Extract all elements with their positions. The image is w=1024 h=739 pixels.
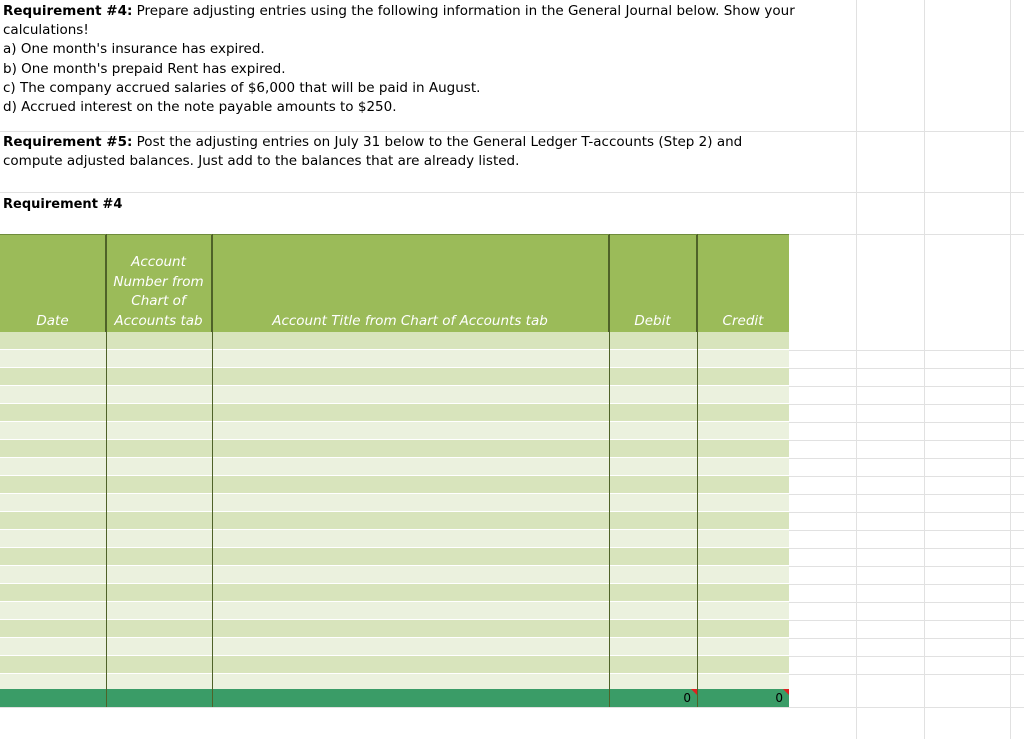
journal-row[interactable]: [0, 602, 789, 620]
section-title: Requirement #4: [3, 197, 123, 212]
column-divider: [212, 234, 213, 707]
requirement-5-label: Requirement #5:: [3, 134, 133, 150]
journal-row[interactable]: [0, 458, 789, 476]
requirement-4-line-2: calculations!: [3, 22, 89, 38]
journal-row[interactable]: [0, 584, 789, 602]
journal-row[interactable]: [0, 566, 789, 584]
journal-total-row: [0, 689, 789, 707]
journal-row[interactable]: [0, 350, 789, 368]
journal-row[interactable]: [0, 656, 789, 674]
journal-row[interactable]: [0, 620, 789, 638]
column-divider: [106, 234, 107, 707]
total-debit[interactable]: 0: [683, 691, 691, 705]
journal-row[interactable]: [0, 404, 789, 422]
journal-row[interactable]: [0, 422, 789, 440]
column-divider: [609, 234, 610, 707]
journal-row[interactable]: [0, 332, 789, 350]
journal-row[interactable]: [0, 440, 789, 458]
item-d: d) Accrued interest on the note payable amounts to $250.: [3, 99, 397, 115]
header-date: Date: [0, 235, 106, 333]
item-b: b) One month's prepaid Rent has expired.: [3, 61, 286, 77]
journal-row[interactable]: [0, 368, 789, 386]
header-account-number: Account Number from Chart of Accounts tab: [106, 235, 212, 333]
journal-header-row: [0, 234, 789, 332]
requirement-5-line-1: [3, 133, 742, 152]
journal-row[interactable]: [0, 638, 789, 656]
requirement-4-line-1: [3, 2, 795, 21]
journal-row[interactable]: [0, 530, 789, 548]
requirement-4-label: Requirement #4:: [3, 3, 133, 19]
comment-indicator-icon: [783, 689, 789, 695]
header-debit: Debit: [609, 235, 697, 333]
header-account-title: Account Title from Chart of Accounts tab: [212, 235, 609, 333]
requirement-5-text: Post the adjusting entries on July 31 below to the General Ledger T-accounts (Step 2) and: [132, 134, 743, 150]
requirement-5-line-2: compute adjusted balances. Just add to the balances that are already listed.: [3, 153, 520, 169]
header-credit: Credit: [722, 312, 764, 329]
column-divider: [697, 234, 698, 707]
journal-row[interactable]: [0, 512, 789, 530]
journal-row[interactable]: [0, 548, 789, 566]
item-a: a) One month's insurance has expired.: [3, 41, 265, 57]
item-c: c) The company accrued salaries of $6,000 that will be paid in August.: [3, 80, 481, 96]
journal-row[interactable]: [0, 476, 789, 494]
requirement-4-text: Prepare adjusting entries using the following information in the General Journal below. Show your: [132, 3, 795, 19]
journal-row[interactable]: [0, 494, 789, 512]
total-credit[interactable]: 0: [775, 691, 783, 705]
journal-row[interactable]: [0, 386, 789, 404]
